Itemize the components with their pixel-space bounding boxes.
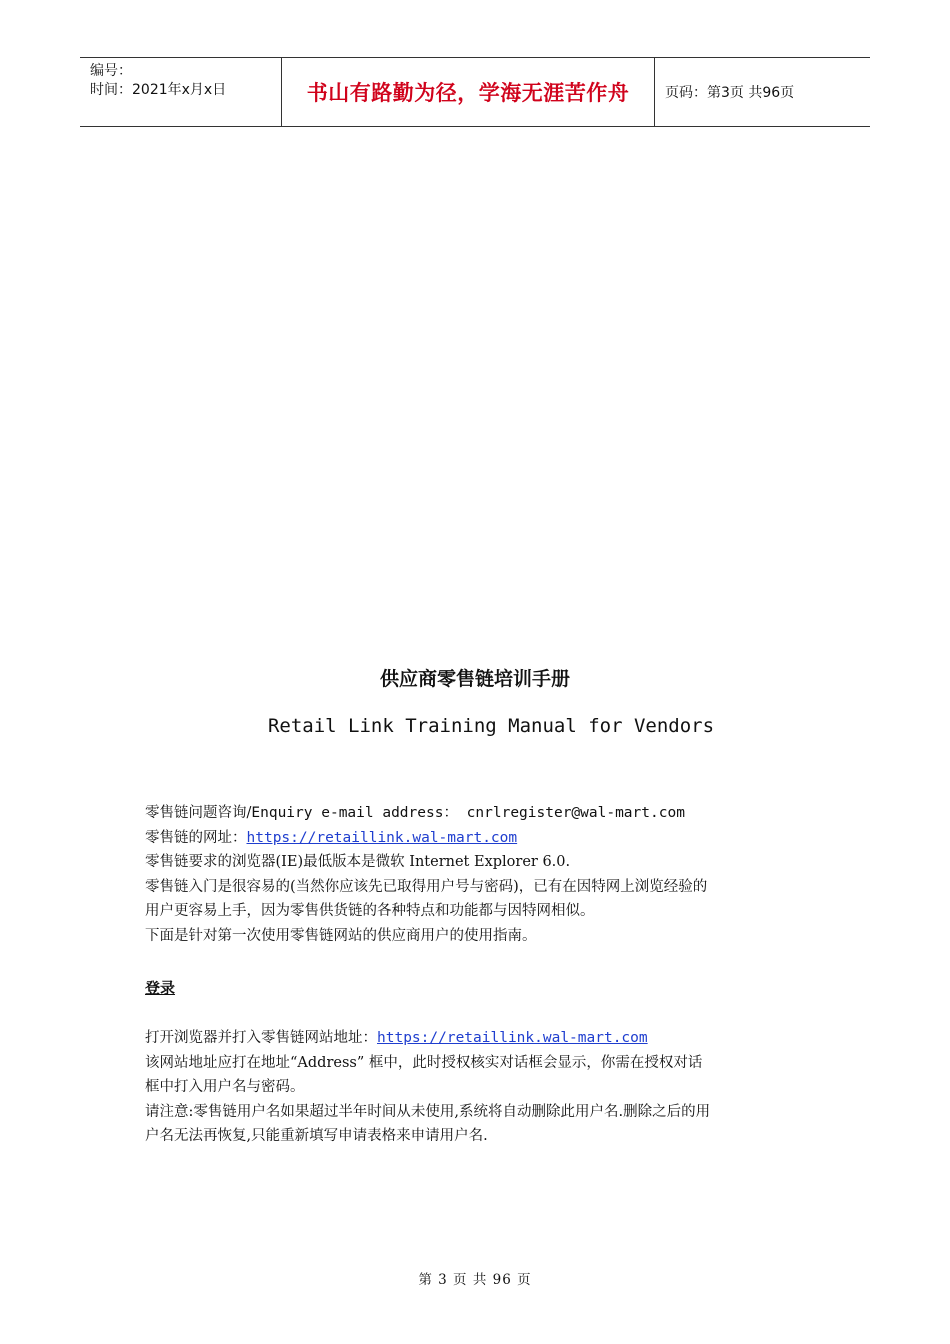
header-number-label: 编号： — [90, 63, 132, 79]
intro-line-url — [145, 826, 815, 851]
header-time-label: 时间：2021年x月x日 — [90, 82, 227, 98]
login-line-address: 该网站地址应打在地址“Address” 框中，此时授权核实对话框会显示，你需在授权对话 — [145, 1054, 703, 1071]
header-page-info: 页码：第3页 共96页 — [665, 85, 795, 101]
login-heading: 登录 — [145, 979, 176, 997]
url-label: 零售链的网址： — [145, 829, 247, 846]
login-line-reapply: 户名无法再恢复,只能重新填写申请表格来申请用户名. — [145, 1128, 488, 1144]
login-url-link[interactable]: https://retaillink.wal-mart.com — [377, 1030, 648, 1046]
intro-section — [145, 801, 815, 948]
enquiry-label: 零售链问题咨询/ — [145, 805, 252, 821]
page-footer: 第 3 页 共 96 页 — [418, 1272, 532, 1288]
intro-line-users: 用户更容易上手，因为零售供货链的各种特点和功能都与因特网相似。 — [145, 903, 595, 919]
login-line-note: 请注意:零售链用户名如果超过半年时间从未使用,系统将自动删除此用户名.删除之后的用 — [145, 1103, 711, 1120]
retaillink-url-link[interactable]: https://retaillink.wal-mart.com — [246, 829, 518, 846]
login-line-credentials: 框中打入用户名与密码。 — [145, 1079, 305, 1095]
header-meta — [80, 58, 281, 126]
header-motto: 书山有路勤为径，学海无涯苦作舟 — [281, 58, 655, 126]
login-section — [145, 1026, 815, 1149]
document-title-english: Retail Link Training Manual for Vendors — [267, 715, 715, 737]
document-title-chinese: 供应商零售链培训手册 — [379, 668, 570, 690]
login-line-open — [145, 1026, 815, 1051]
page-header — [80, 57, 870, 127]
intro-line-easy: 零售链入门是很容易的(当然你应该先已取得用户号与密码)，已有在因特网上浏览经验的 — [145, 878, 708, 895]
intro-line-guide: 下面是针对第一次使用零售链网站的供应商用户的使用指南。 — [145, 927, 537, 944]
login-open-label: 打开浏览器并打入零售链网站地址： — [145, 1030, 377, 1046]
intro-line-enquiry — [145, 801, 815, 826]
intro-line-browser: 零售链要求的浏览器(IE)最低版本是微软 Internet Explorer 6.0. — [145, 854, 571, 870]
enquiry-email: Enquiry e-mail address： cnrlregister@wal-mart.com — [251, 805, 685, 821]
